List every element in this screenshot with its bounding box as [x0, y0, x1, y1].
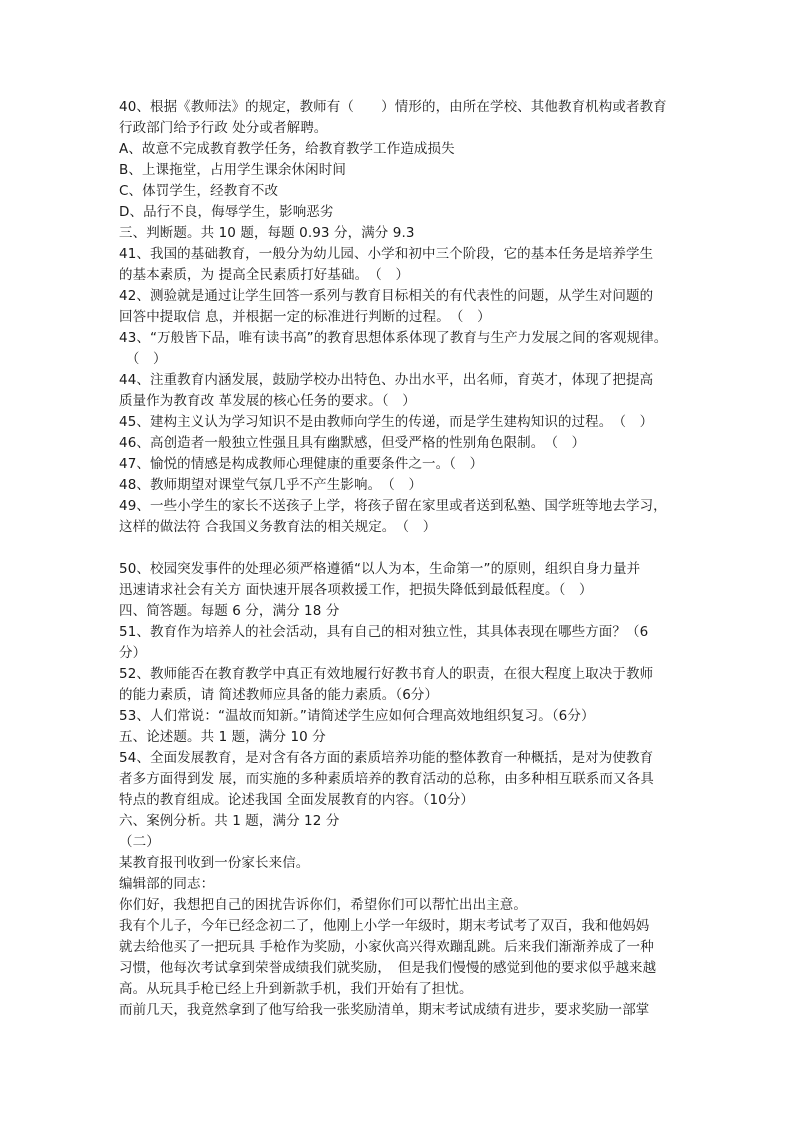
- question-50-line-1: 50、校园突发事件的处理必须严格遵循“以人为本，生命第一”的原则，组织自身力量并: [119, 561, 641, 577]
- case-number: （二）: [119, 834, 160, 850]
- question-43-line-2: （ ）: [119, 351, 167, 367]
- question-52-line-1: 52、教师能否在教育教学中真正有效地履行好教书育人的职责，在很大程度上取决于教师: [119, 666, 654, 682]
- document-page: [119, 97, 687, 1021]
- letter-paragraph-1-line-2: 就去给他买了一把玩具 手枪作为奖励，小家伙高兴得欢蹦乱跳。后来我们渐渐养成了一种: [119, 939, 654, 955]
- section-heading-essay: 五、论述题。共 1 题，满分 10 分: [119, 729, 326, 745]
- section-heading-short-answer: 四、简答题。每题 6 分，满分 18 分: [119, 603, 340, 619]
- question-40-line-2: 行政部门给予行政 处分或者解聘。: [119, 120, 328, 136]
- question-54-line-2: 者多方面得到发 展，而实施的多种素质培养的教育活动的总称，由多种相互联系而又各具: [119, 771, 654, 787]
- section-heading-judgment: 三、判断题。共 10 题，每题 0.93 分，满分 9.3: [119, 225, 415, 241]
- question-50-line-2: 迅速请求社会有关方 面快速开展各项救援工作，把损失降低到最低程度。（ ）: [119, 582, 593, 598]
- question-46: 46、高创造者一般独立性强且具有幽默感，但受严格的性别角色限制。 （ ）: [119, 435, 586, 451]
- option-d: D、品行不良，侮辱学生，影响恶劣: [119, 204, 334, 220]
- question-47: 47、愉悦的情感是构成教师心理健康的重要条件之一。（ ）: [119, 456, 484, 472]
- question-51-line-2: 分）: [119, 645, 147, 661]
- question-42-line-2: 回答中提取信 息，并根据一定的标准进行判断的过程。 （ ）: [119, 309, 491, 325]
- section-heading-case-analysis: 六、案例分析。共 1 题，满分 12 分: [119, 813, 340, 829]
- letter-paragraph-1-line-4: 高。从玩具手枪已经上升到新款手机，我们开始有了担忧。: [119, 981, 473, 997]
- question-52-line-2: 的能力素质，请 简述教师应具备的能力素质。（6分）: [119, 687, 439, 703]
- letter-paragraph-1-line-3: 习惯，他每次考试拿到荣誉成绩我们就奖励， 但是我们慢慢的感觉到他的要求似乎越来越: [119, 960, 657, 976]
- question-43-line-1: 43、“万般皆下品，唯有读书高”的教育思想体系体现了教育与生产力发展之间的客观规律。: [119, 330, 668, 346]
- letter-salutation: 编辑部的同志：: [119, 876, 215, 892]
- question-48: 48、教师期望对课堂气氛几乎不产生影响。 （ ）: [119, 477, 423, 493]
- question-41-line-2: 的基本素质，为 提高全民素质打好基础。 （ ）: [119, 267, 410, 283]
- letter-paragraph-1-line-1: 我有个儿子，今年已经念初二了，他刚上小学一年级时，期末考试考了双百，我和他妈妈: [119, 918, 650, 934]
- question-44-line-1: 44、注重教育内涵发展，鼓励学校办出特色、办出水平，出名师，育英才，体现了把提高: [119, 372, 654, 388]
- letter-paragraph-2-line-1: 而前几天，我竟然拿到了他写给我一张奖励清单，期末考试成绩有进步，要求奖励一部掌: [119, 1002, 650, 1018]
- case-intro: 某教育报刊收到一份家长来信。: [119, 855, 310, 871]
- question-40-line-1: 40、根据《教师法》的规定，教师有（ ）情形的，由所在学校、其他教育机构或者教育: [119, 99, 667, 115]
- question-45: 45、建构主义认为学习知识不是由教师向学生的传递，而是学生建构知识的过程。 （ ）: [119, 414, 654, 430]
- letter-greeting: 你们好，我想把自己的困扰告诉你们，希望你们可以帮忙出出主意。: [119, 897, 527, 913]
- question-42-line-1: 42、测验就是通过让学生回答一系列与教育目标相关的有代表性的问题，从学生对问题的: [119, 288, 654, 304]
- question-49-line-2: 这样的做法符 合我国义务教育法的相关规定。 （ ）: [119, 519, 437, 535]
- option-c: C、体罚学生，经教育不改: [119, 183, 279, 199]
- question-53: 53、人们常说：“温故而知新。”请简述学生应如何合理高效地组织复习。（6分）: [119, 708, 595, 724]
- blank-line: [119, 538, 687, 559]
- question-41-line-1: 41、我国的基础教育，一般分为幼儿园、小学和初中三个阶段，它的基本任务是培养学生: [119, 246, 654, 262]
- question-54-line-3: 特点的教育组成。论述我国 全面发展教育的内容。（10分）: [119, 792, 475, 808]
- question-49-line-1: 49、一些小学生的家长不送孩子上学，将孩子留在家里或者送到私塾、国学班等地去学习，: [119, 498, 667, 514]
- option-b: B、上课拖堂，占用学生课余休闲时间: [119, 162, 346, 178]
- option-a: A、故意不完成教育教学任务，给教育教学工作造成损失: [119, 141, 455, 157]
- question-54-line-1: 54、全面发展教育，是对含有各方面的素质培养功能的整体教育一种概括，是对为使教育: [119, 750, 654, 766]
- question-51-line-1: 51、教育作为培养人的社会活动，具有自己的相对独立性，其具体表现在哪些方面？（6: [119, 624, 649, 640]
- question-44-line-2: 质量作为教育改 革发展的核心任务的要求。（ ）: [119, 393, 416, 409]
